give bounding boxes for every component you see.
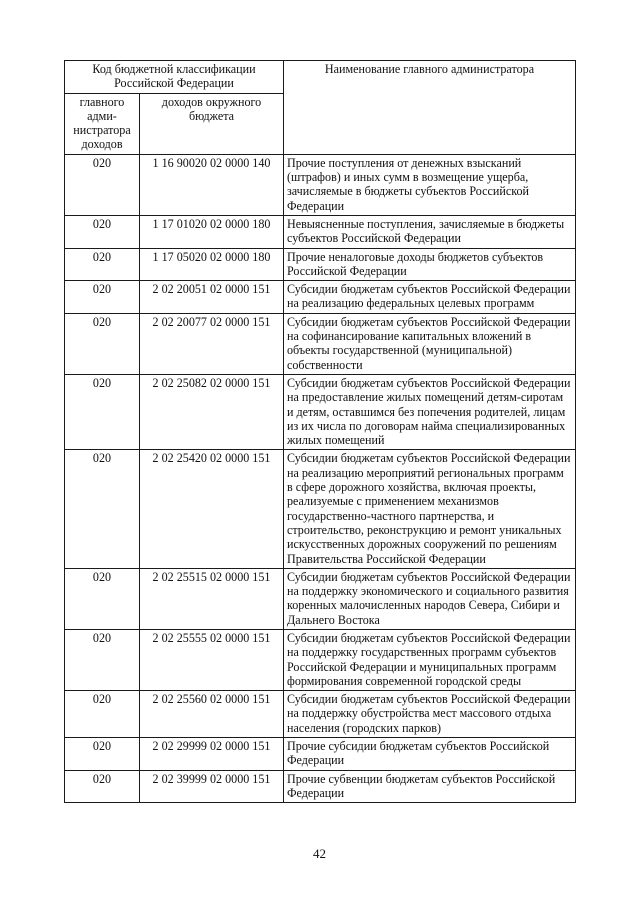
cell-income-code: 2 02 25515 02 0000 151: [140, 568, 284, 629]
header-district-income: доходов окружного бюджета: [140, 93, 284, 154]
cell-income-code: 2 02 25560 02 0000 151: [140, 691, 284, 738]
table-row: [65, 738, 576, 771]
header-budget-code-group: Код бюджетной классификации Российской Федерации: [65, 61, 284, 94]
table-row: [65, 629, 576, 690]
cell-administrator-name: Субсидии бюджетам субъектов Российской Федерации на реализацию мероприятий региональных программ в сфере дорожного хозяйства, включая проекты, реализуемые с применением механизмов государственно-частного партнерства, и строительство, реконструкцию и ремонт уникальных искусственных дорожных сооружений по решениям Правительства Российской Федерации: [284, 450, 576, 568]
cell-income-code: 2 02 29999 02 0000 151: [140, 738, 284, 771]
cell-admin-code: 020: [65, 281, 140, 314]
cell-admin-code: 020: [65, 691, 140, 738]
table-row: [65, 248, 576, 281]
cell-income-code: 2 02 25082 02 0000 151: [140, 374, 284, 449]
cell-admin-code: 020: [65, 374, 140, 449]
budget-classification-table: [64, 60, 576, 803]
cell-administrator-name: Субсидии бюджетам субъектов Российской Федерации на поддержку экономического и социального развития коренных малочисленных народов Севера, Сибири и Дальнего Востока: [284, 568, 576, 629]
cell-income-code: 1 16 90020 02 0000 140: [140, 154, 284, 215]
table-row: [65, 770, 576, 803]
cell-admin-code: 020: [65, 770, 140, 803]
table-row: [65, 691, 576, 738]
cell-admin-code: 020: [65, 154, 140, 215]
cell-income-code: 2 02 25420 02 0000 151: [140, 450, 284, 568]
cell-administrator-name: Невыясненные поступления, зачисляемые в бюджеты субъектов Российской Федерации: [284, 215, 576, 248]
cell-administrator-name: Субсидии бюджетам субъектов Российской Федерации на софинансирование капитальных вложений в объекты государственной (муниципальной) собственности: [284, 313, 576, 374]
table-row: [65, 313, 576, 374]
cell-income-code: 2 02 20077 02 0000 151: [140, 313, 284, 374]
table-row: [65, 281, 576, 314]
cell-income-code: 1 17 05020 02 0000 180: [140, 248, 284, 281]
cell-admin-code: 020: [65, 313, 140, 374]
header-chief-administrator: главного адми-нистратора доходов: [65, 93, 140, 154]
cell-admin-code: 020: [65, 215, 140, 248]
cell-admin-code: 020: [65, 248, 140, 281]
page-number: 42: [313, 846, 326, 861]
cell-administrator-name: Субсидии бюджетам субъектов Российской Федерации на поддержку обустройства мест массового отдыха населения (городских парков): [284, 691, 576, 738]
cell-admin-code: 020: [65, 738, 140, 771]
header-row-1: [65, 61, 576, 94]
cell-income-code: 2 02 25555 02 0000 151: [140, 629, 284, 690]
table-row: [65, 568, 576, 629]
cell-administrator-name: Прочие поступления от денежных взысканий (штрафов) и иных сумм в возмещение ущерба, зачисляемые в бюджеты субъектов Российской Федерации: [284, 154, 576, 215]
cell-admin-code: 020: [65, 450, 140, 568]
table-row: [65, 450, 576, 568]
table-row: [65, 154, 576, 215]
cell-income-code: 2 02 20051 02 0000 151: [140, 281, 284, 314]
cell-admin-code: 020: [65, 568, 140, 629]
cell-income-code: 2 02 39999 02 0000 151: [140, 770, 284, 803]
cell-administrator-name: Прочие субсидии бюджетам субъектов Российской Федерации: [284, 738, 576, 771]
header-administrator-name: Наименование главного администратора: [284, 61, 576, 155]
cell-administrator-name: Прочие неналоговые доходы бюджетов субъектов Российской Федерации: [284, 248, 576, 281]
cell-admin-code: 020: [65, 629, 140, 690]
table-row: [65, 215, 576, 248]
table-row: [65, 374, 576, 449]
cell-administrator-name: Прочие субвенции бюджетам субъектов Российской Федерации: [284, 770, 576, 803]
cell-income-code: 1 17 01020 02 0000 180: [140, 215, 284, 248]
cell-administrator-name: Субсидии бюджетам субъектов Российской Федерации на реализацию федеральных целевых программ: [284, 281, 576, 314]
cell-administrator-name: Субсидии бюджетам субъектов Российской Федерации на предоставление жилых помещений детям-сиротам и детям, оставшимся без попечения родителей, лицам из их числа по договорам найма специализированных жилых помещений: [284, 374, 576, 449]
cell-administrator-name: Субсидии бюджетам субъектов Российской Федерации на поддержку государственных программ субъектов Российской Федерации и муниципальных программ формирования современной городской среды: [284, 629, 576, 690]
